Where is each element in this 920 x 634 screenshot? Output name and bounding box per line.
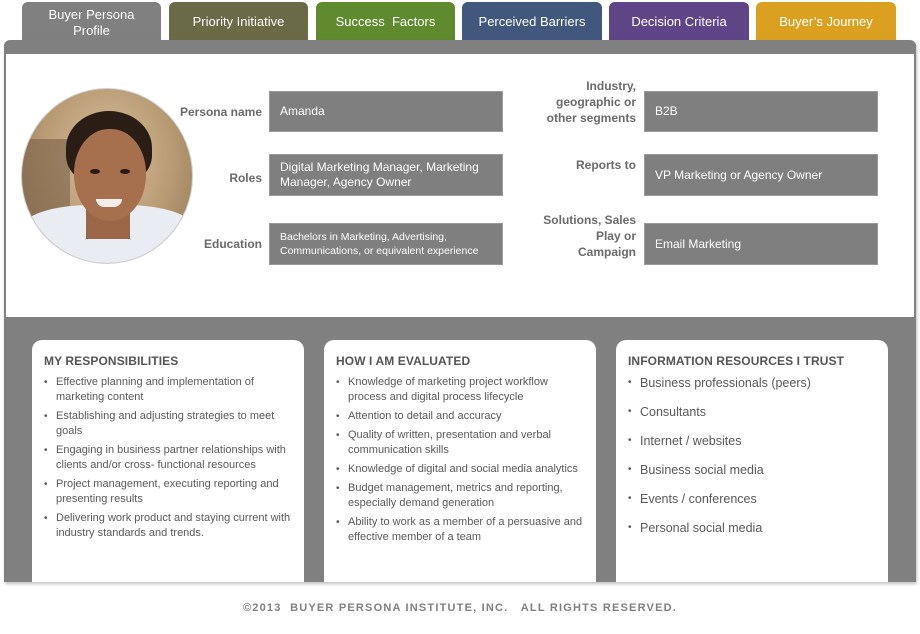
- list-item: • Attention to detail and accuracy: [336, 409, 584, 424]
- tab-label: Decision Criteria: [631, 14, 727, 29]
- tab-buyer-persona-profile[interactable]: [22, 2, 161, 44]
- card-title: HOW I AM EVALUATED: [336, 354, 471, 368]
- roles-value: Digital Marketing Manager, Marketing Manager, Agency Owner: [269, 154, 503, 196]
- trust-card: [616, 340, 888, 582]
- tab-label: Priority Initiative: [192, 14, 285, 29]
- list-item: • Knowledge of digital and social media analytics: [336, 462, 584, 477]
- segments-value: B2B: [644, 91, 878, 132]
- responsibilities-list: [44, 375, 292, 541]
- reports-to-value: VP Marketing or Agency Owner: [644, 154, 878, 196]
- tab-label-line2: Profile: [73, 23, 110, 38]
- photo-smile: [96, 199, 122, 207]
- responsibilities-card: [32, 340, 304, 582]
- tab-label: Perceived Barriers: [478, 14, 586, 29]
- roles-label: Roles: [229, 171, 262, 185]
- tab-buyers-journey[interactable]: [756, 2, 896, 42]
- tab-label: Buyer’s Journey: [779, 14, 873, 29]
- list-item: • Ability to work as a member of a persuasive and effective member of a team: [336, 515, 584, 545]
- copyright-footer: ©2013 BUYER PERSONA INSTITUTE, INC. ALL RIGHTS RESERVED.: [242, 602, 678, 614]
- evaluated-list: [336, 375, 584, 545]
- list-item: • Business professionals (peers): [628, 375, 876, 391]
- list-item: • Events / conferences: [628, 491, 876, 507]
- persona-frame: [4, 40, 916, 582]
- tab-decision-criteria[interactable]: [609, 2, 749, 42]
- card-title: MY RESPONSIBILITIES: [44, 354, 179, 368]
- list-item: • Knowledge of marketing project workflow process and digital process lifecycle: [336, 375, 584, 405]
- reports-to-label: Reports to: [576, 158, 636, 172]
- tab-label-line1: Buyer Persona: [48, 7, 135, 22]
- card-title: INFORMATION RESOURCES I TRUST: [628, 354, 845, 368]
- tab-bar: [22, 2, 902, 42]
- persona-name-label: Persona name: [179, 105, 262, 119]
- list-item: • Business social media: [628, 462, 876, 478]
- list-item: • Delivering work product and staying current with industry standards and trends.: [44, 511, 292, 541]
- photo-eye-left: [90, 169, 100, 174]
- list-item: • Consultants: [628, 404, 876, 420]
- segments-label: Industry, geographic or other segments: [546, 79, 636, 125]
- solutions-label: Solutions, Sales Play or Campaign: [543, 213, 636, 259]
- tab-success-factors[interactable]: [316, 2, 455, 42]
- list-item: • Project management, executing reporting and presenting results: [44, 477, 292, 507]
- tab-label: Success Factors: [335, 14, 436, 29]
- education-value: Bachelors in Marketing, Advertising, Communications, or equivalent experience: [269, 223, 503, 265]
- list-item: • Establishing and adjusting strategies to meet goals: [44, 409, 292, 439]
- solutions-value: Email Marketing: [644, 223, 878, 265]
- photo-face: [74, 129, 146, 221]
- list-item: • Quality of written, presentation and verbal communication skills: [336, 428, 584, 458]
- education-label: Education: [203, 237, 262, 251]
- evaluated-card: [324, 340, 596, 582]
- list-item: • Personal social media: [628, 520, 876, 536]
- persona-name-value: Amanda: [269, 91, 503, 132]
- photo-eye-right: [120, 169, 130, 174]
- tab-priority-initiative[interactable]: [169, 2, 308, 42]
- profile-panel: [6, 54, 914, 317]
- list-item: • Internet / websites: [628, 433, 876, 449]
- list-item: • Budget management, metrics and reporting, especially demand generation: [336, 481, 584, 511]
- list-item: • Engaging in business partner relationships with clients and/or cross- functional resources: [44, 443, 292, 473]
- trust-list: [628, 375, 876, 536]
- tab-perceived-barriers[interactable]: [462, 2, 602, 42]
- list-item: • Effective planning and implementation of marketing content: [44, 375, 292, 405]
